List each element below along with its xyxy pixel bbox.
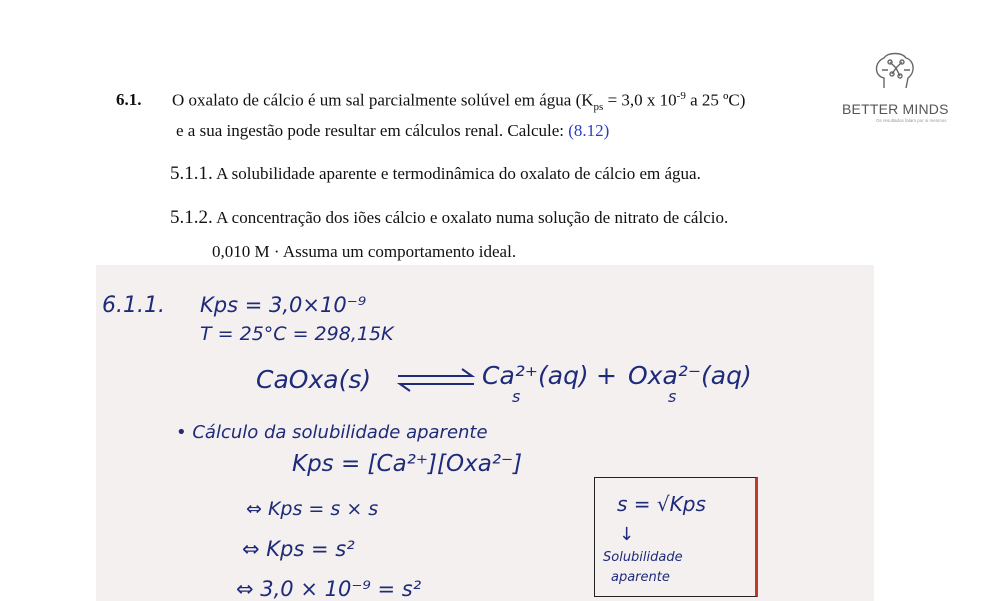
q61-line1-mid: = 3,0 x 10: [603, 90, 677, 110]
q61-line1-pre: O oxalato de cálcio é um sal parcialmente solúvel em água (K: [172, 90, 594, 110]
q61-line2: e a sua ingestão pode resultar em cálculos renal. Calcule:: [176, 121, 565, 140]
equilibrium-arrow-icon: [396, 367, 476, 393]
hw-kps-expression: Kps = [Ca²⁺][Oxa²⁻]: [292, 451, 523, 477]
logo-text: BETTER MINDS: [842, 101, 949, 117]
hw-kps-given: Kps = 3,0×10⁻⁹: [200, 293, 367, 317]
brain-icon: [870, 50, 920, 92]
question-5-1-1: [170, 164, 701, 183]
hw-temperature: T = 25°C = 298,15K: [200, 323, 394, 345]
q512-number: 5.1.2.: [170, 207, 213, 228]
q61-sub: ps: [593, 101, 604, 114]
hw-eq-left: CaOxa(s): [256, 365, 372, 394]
logo-tagline: Os resultados falam por si mesmos: [876, 118, 947, 123]
hw-eq-ca: Ca²⁺(aq): [482, 361, 589, 390]
hw-step2: ⇔ Kps = s²: [242, 537, 355, 561]
hw-box-label2: aparente: [611, 570, 670, 585]
hw-bullet-heading: • Cálculo da solubilidade aparente: [176, 422, 488, 443]
hw-s-under-ox: s: [668, 387, 677, 406]
q511-number: 5.1.1.: [170, 163, 213, 184]
q61-line1-post: a 25 ºC): [685, 90, 746, 110]
question-number-6-1: 6.1.: [116, 90, 142, 109]
hw-eq-ox: Oxa²⁻(aq): [628, 361, 752, 390]
hw-box-label1: Solubilidade: [603, 550, 683, 565]
hw-box-arrow: ↓: [619, 524, 635, 545]
q512-text: A concentração dos iões cálcio e oxalato numa solução de nitrato de cálcio.: [216, 208, 729, 227]
logo: [838, 50, 958, 125]
question-6-1-line1: [172, 91, 745, 113]
q512-line2: 0,010 M · Assuma um comportamento ideal.: [212, 242, 517, 261]
q61-sup: -9: [676, 90, 686, 102]
reference-link[interactable]: (8.12): [568, 121, 610, 140]
hw-box-formula: s = √Kps: [617, 492, 706, 516]
q511-text: A solubilidade aparente e termodinâmica do oxalato de cálcio em água.: [216, 164, 701, 183]
question-6-1-line2: [176, 122, 609, 139]
hw-step1: ⇔ Kps = s × s: [246, 498, 379, 520]
hw-result-box: [594, 477, 758, 597]
hw-eq-plus: +: [596, 361, 617, 390]
question-5-1-2: [170, 208, 728, 227]
hw-step3: ⇔ 3,0 × 10⁻⁹ = s²: [236, 577, 422, 601]
hw-heading: 6.1.1.: [102, 293, 165, 318]
hw-s-under-ca: s: [512, 387, 521, 406]
handwritten-solution-photo: [96, 265, 874, 601]
